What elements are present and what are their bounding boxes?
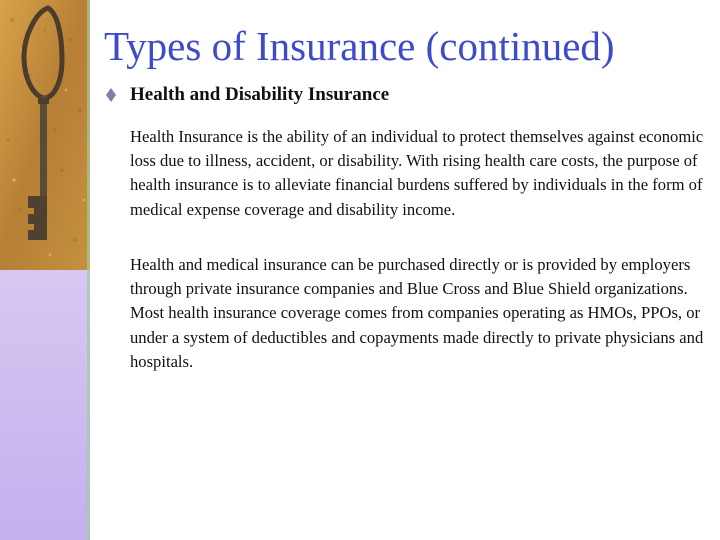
body-paragraph: Health Insurance is the ability of an individual to protect themselves against economic loss due to illness, accident, or disability. With rising health care costs, the purpose of health insurance is to alleviate financial burdens suffered by individuals in the form of medical expense coverage and disability income. (130, 127, 704, 219)
slide-title: Types of Insurance (continued) (104, 23, 615, 69)
key-illustration (0, 0, 90, 540)
diamond-bullet-icon (106, 88, 116, 102)
bullet-heading: Health and Disability Insurance (130, 84, 390, 105)
bullet-item (106, 84, 389, 106)
body-paragraph: Health and medical insurance can be purchased directly or is provided by employers through private insurance companies and Blue Cross and Blue Shield organizations. Most health insurance coverage comes from companies operating as HMOs, PPOs, or under a system of deductibles and copayments made directly to private physicians and hospitals. (130, 255, 704, 371)
decorative-side-panel (0, 0, 90, 540)
